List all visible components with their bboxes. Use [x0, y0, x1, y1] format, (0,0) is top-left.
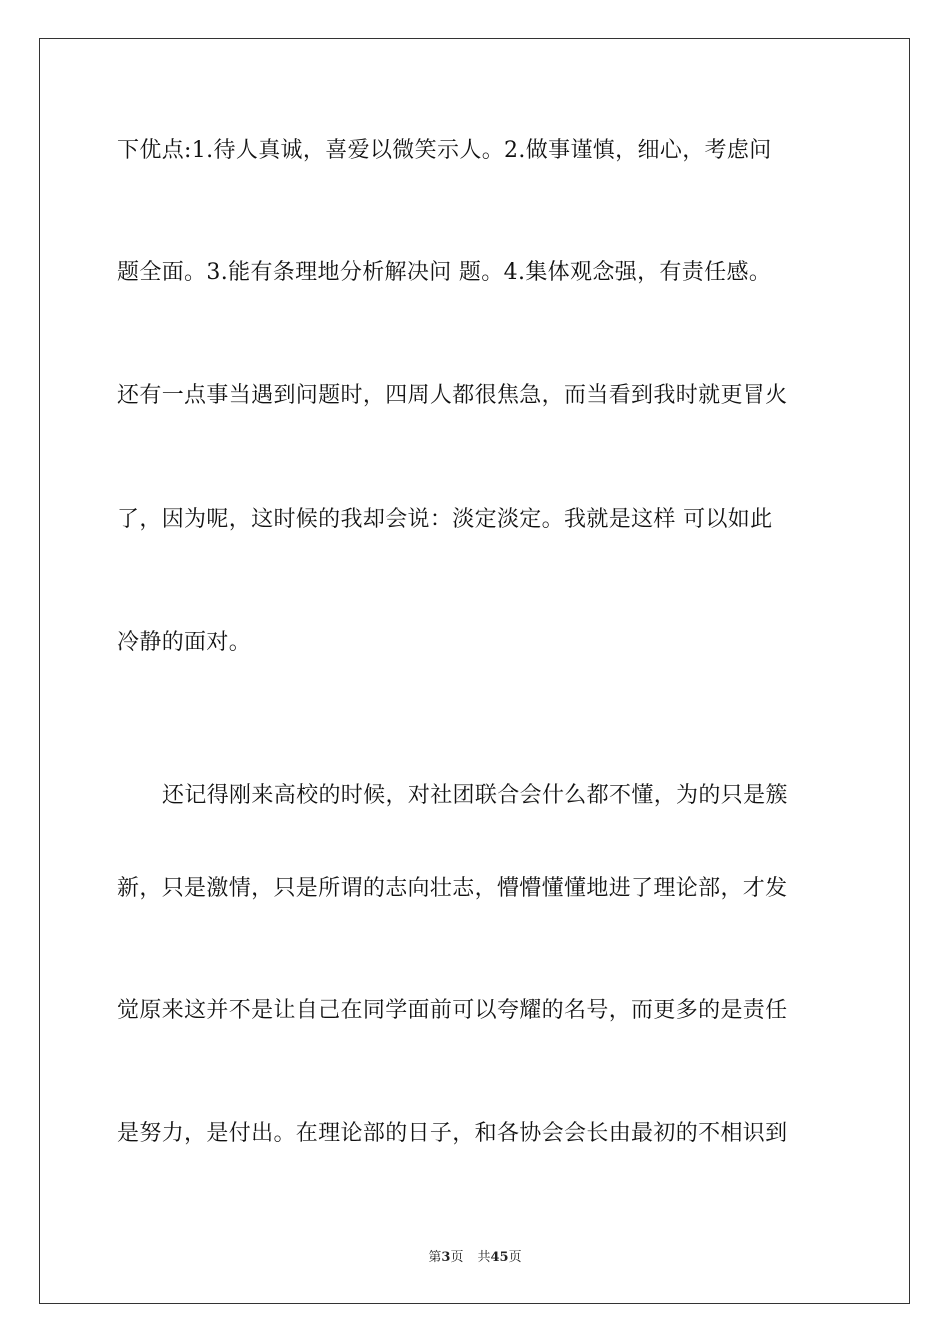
total-prefix: 共: [477, 1250, 491, 1265]
body-text-line: 是努力，是付出。在理论部的日子，和各协会会长由最初的不相识到: [117, 1121, 788, 1146]
body-text-line: 了，因为呢，这时候的我却会说：淡定淡定。我就是这样 可以如此: [117, 507, 773, 532]
page-suffix: 页: [450, 1250, 464, 1265]
page-prefix: 第: [428, 1250, 442, 1265]
page-footer: [0, 1246, 950, 1265]
page-number: 3: [441, 1250, 451, 1265]
paragraph-first-line: 还记得刚来高校的时候，对社团联合会什么都不懂，为的只是簇: [162, 783, 788, 808]
total-suffix: 页: [508, 1250, 522, 1265]
body-text-line: 新，只是激情，只是所谓的志向壮志，懵懵懂懂地进了理论部，才发: [117, 876, 788, 901]
body-text-line: 觉原来这并不是让自己在同学面前可以夸耀的名号，而更多的是责任: [117, 998, 788, 1023]
body-text-line: 题全面。3.能有条理地分析解决问 题。4.集体观念强，有责任感。: [117, 260, 772, 285]
body-text-line: 冷静的面对。: [117, 630, 252, 655]
body-text-line: 还有一点事当遇到问题时，四周人都很焦急，而当看到我时就更冒火: [117, 383, 788, 408]
total-pages: 45: [490, 1250, 509, 1265]
page-frame: [39, 38, 910, 1304]
body-text-line: 下优点:1.待人真诚，喜爱以微笑示人。2.做事谨慎，细心，考虑问: [117, 138, 772, 163]
